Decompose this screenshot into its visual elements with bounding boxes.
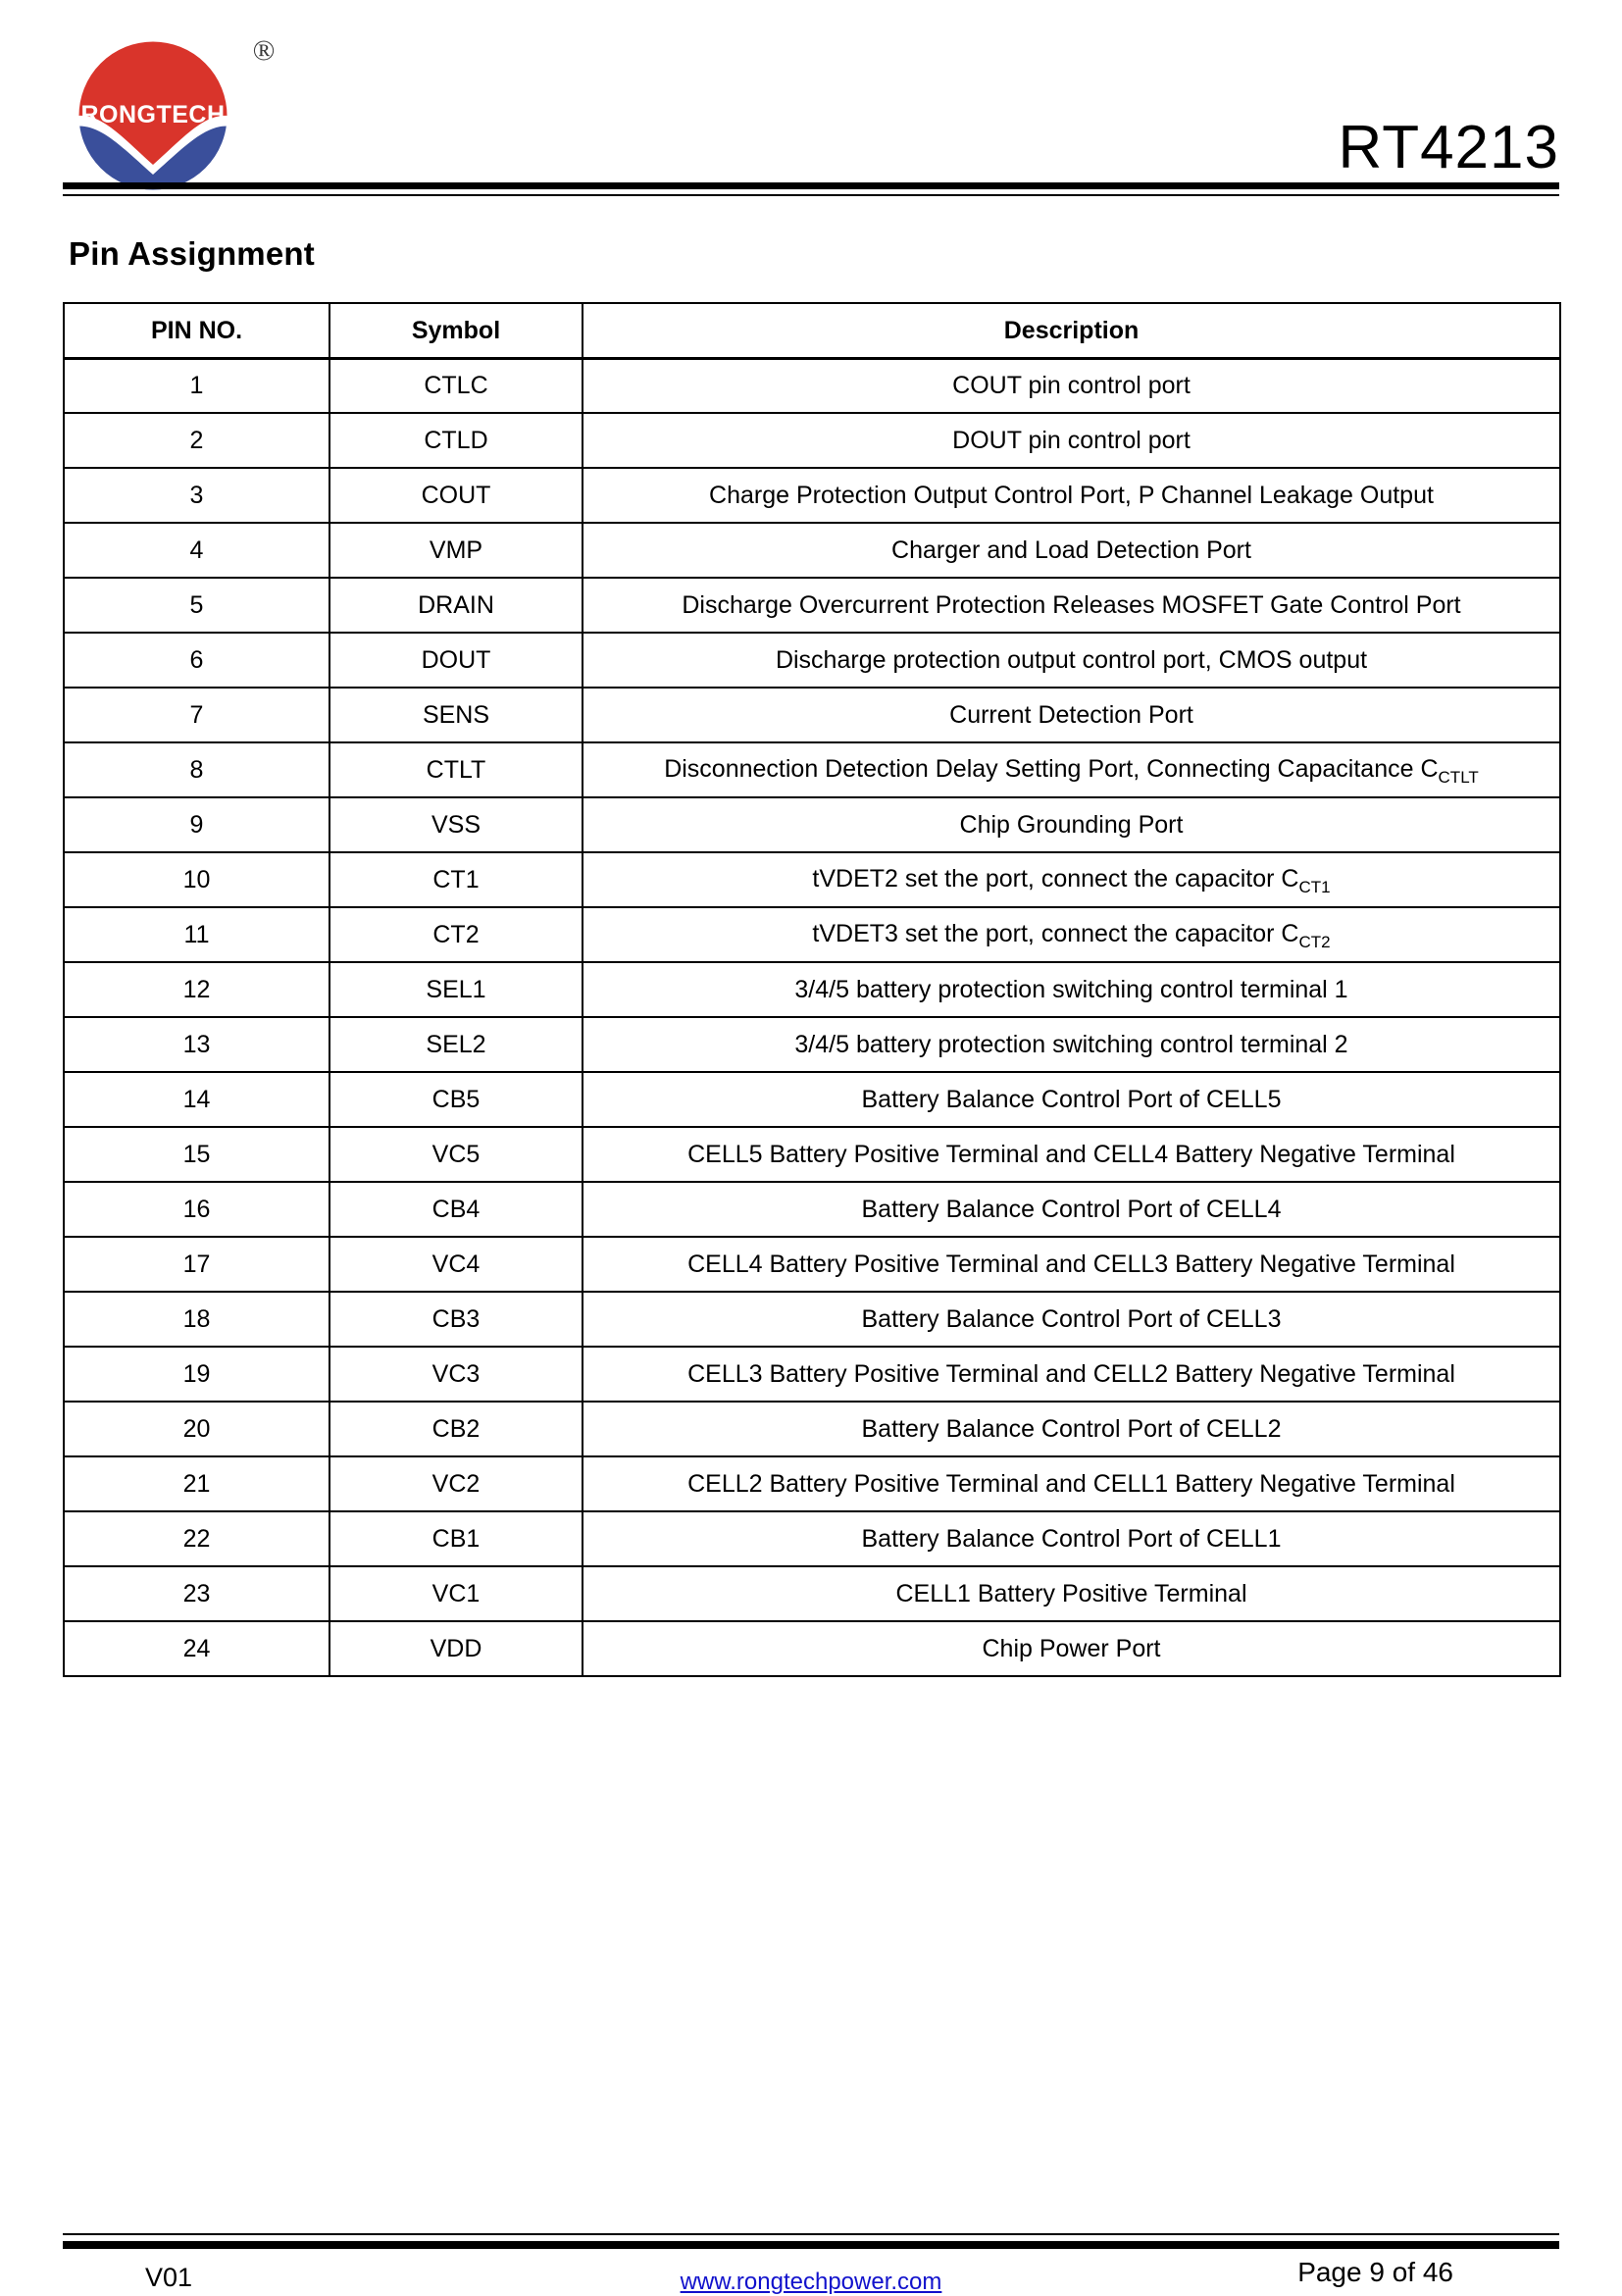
cell-description: Discharge protection output control port, CMOS output (583, 633, 1560, 688)
cell-pin-no: 22 (64, 1511, 329, 1566)
cell-symbol: CT2 (329, 907, 583, 962)
column-header-pin-no: PIN NO. (64, 303, 329, 358)
table-row (64, 1402, 1560, 1456)
cell-description: Charger and Load Detection Port (583, 523, 1560, 578)
table-header (64, 303, 1560, 358)
cell-symbol: CT1 (329, 852, 583, 907)
column-header-description: Description (583, 303, 1560, 358)
cell-description: CELL3 Battery Positive Terminal and CELL2 Battery Negative Terminal (583, 1347, 1560, 1402)
cell-description: CELL5 Battery Positive Terminal and CELL4 Battery Negative Terminal (583, 1127, 1560, 1182)
table-row (64, 633, 1560, 688)
footer-rule-thick (63, 2241, 1559, 2249)
registered-trademark-icon: ® (252, 34, 276, 67)
cell-pin-no: 17 (64, 1237, 329, 1292)
table-row (64, 1127, 1560, 1182)
cell-description: Charge Protection Output Control Port, P Channel Leakage Output (583, 468, 1560, 523)
cell-symbol: VC1 (329, 1566, 583, 1621)
cell-symbol: VC5 (329, 1127, 583, 1182)
cell-symbol: DRAIN (329, 578, 583, 633)
description-text: tVDET3 set the port, connect the capacitor C (812, 919, 1299, 947)
cell-pin-no: 14 (64, 1072, 329, 1127)
cell-symbol: CTLC (329, 358, 583, 413)
cell-pin-no: 9 (64, 797, 329, 852)
document-version: V01 (145, 2263, 193, 2292)
table-row (64, 1621, 1560, 1676)
cell-description: Current Detection Port (583, 688, 1560, 742)
cell-description (583, 907, 1560, 962)
table-row (64, 1237, 1560, 1292)
table-row (64, 358, 1560, 413)
cell-symbol: VC4 (329, 1237, 583, 1292)
cell-description: CELL4 Battery Positive Terminal and CELL3 Battery Negative Terminal (583, 1237, 1560, 1292)
table-row (64, 1347, 1560, 1402)
cell-description: Battery Balance Control Port of CELL4 (583, 1182, 1560, 1237)
cell-pin-no: 23 (64, 1566, 329, 1621)
cell-pin-no: 1 (64, 358, 329, 413)
rongtech-logo-icon (75, 39, 231, 192)
table-row (64, 688, 1560, 742)
part-number-title: RT4213 (1338, 114, 1559, 181)
cell-symbol: VSS (329, 797, 583, 852)
cell-description: Chip Grounding Port (583, 797, 1560, 852)
cell-description: CELL1 Battery Positive Terminal (583, 1566, 1560, 1621)
table-row (64, 962, 1560, 1017)
cell-pin-no: 8 (64, 742, 329, 797)
description-text: tVDET2 set the port, connect the capacitor C (812, 864, 1299, 893)
cell-description (583, 742, 1560, 797)
table-row (64, 523, 1560, 578)
cell-pin-no: 15 (64, 1127, 329, 1182)
cell-pin-no: 10 (64, 852, 329, 907)
cell-description: Battery Balance Control Port of CELL1 (583, 1511, 1560, 1566)
pin-assignment-table (63, 302, 1561, 1677)
table-row (64, 1292, 1560, 1347)
cell-symbol: VDD (329, 1621, 583, 1676)
cell-symbol: SEL1 (329, 962, 583, 1017)
cell-description: Chip Power Port (583, 1621, 1560, 1676)
page-footer (0, 2147, 1622, 2294)
header-rule-thick (63, 182, 1559, 189)
cell-pin-no: 16 (64, 1182, 329, 1237)
cell-pin-no: 2 (64, 413, 329, 468)
cell-description: Battery Balance Control Port of CELL2 (583, 1402, 1560, 1456)
table-row (64, 1182, 1560, 1237)
table-header-row (64, 303, 1560, 358)
page-title: Pin Assignment (69, 235, 315, 272)
footer-rule-thin (63, 2233, 1559, 2235)
description-text: Disconnection Detection Delay Setting Port, Connecting Capacitance C (664, 754, 1439, 783)
cell-pin-no: 12 (64, 962, 329, 1017)
cell-pin-no: 18 (64, 1292, 329, 1347)
table-row (64, 1072, 1560, 1127)
cell-pin-no: 4 (64, 523, 329, 578)
cell-symbol: CB2 (329, 1402, 583, 1456)
cell-pin-no: 13 (64, 1017, 329, 1072)
company-logo (67, 22, 276, 190)
header-rule-thin (63, 194, 1559, 196)
cell-description: Discharge Overcurrent Protection Releases MOSFET Gate Control Port (583, 578, 1560, 633)
cell-symbol: VMP (329, 523, 583, 578)
cell-description (583, 852, 1560, 907)
table-row (64, 1456, 1560, 1511)
cell-symbol: COUT (329, 468, 583, 523)
cell-pin-no: 7 (64, 688, 329, 742)
table-row (64, 852, 1560, 907)
table-row (64, 1511, 1560, 1566)
description-subscript: CT1 (1298, 877, 1331, 896)
table-row (64, 742, 1560, 797)
table-row (64, 1017, 1560, 1072)
cell-symbol: CB1 (329, 1511, 583, 1566)
cell-pin-no: 3 (64, 468, 329, 523)
cell-description: DOUT pin control port (583, 413, 1560, 468)
cell-symbol: CB5 (329, 1072, 583, 1127)
table-row (64, 907, 1560, 962)
description-subscript: CT2 (1298, 932, 1331, 951)
cell-symbol: VC2 (329, 1456, 583, 1511)
cell-symbol: SENS (329, 688, 583, 742)
logo-wordmark: RONGTECH (80, 101, 226, 128)
page-number: Page 9 of 46 (1297, 2257, 1453, 2287)
table-row (64, 1566, 1560, 1621)
cell-symbol: CTLT (329, 742, 583, 797)
cell-pin-no: 20 (64, 1402, 329, 1456)
cell-pin-no: 11 (64, 907, 329, 962)
cell-symbol: CB4 (329, 1182, 583, 1237)
cell-symbol: DOUT (329, 633, 583, 688)
table-body (64, 358, 1560, 1676)
cell-symbol: VC3 (329, 1347, 583, 1402)
cell-pin-no: 5 (64, 578, 329, 633)
table-row (64, 578, 1560, 633)
column-header-symbol: Symbol (329, 303, 583, 358)
cell-description: COUT pin control port (583, 358, 1560, 413)
cell-symbol: CTLD (329, 413, 583, 468)
cell-description: CELL2 Battery Positive Terminal and CELL1 Battery Negative Terminal (583, 1456, 1560, 1511)
cell-description: Battery Balance Control Port of CELL3 (583, 1292, 1560, 1347)
cell-pin-no: 6 (64, 633, 329, 688)
cell-description: 3/4/5 battery protection switching control terminal 1 (583, 962, 1560, 1017)
table-row (64, 468, 1560, 523)
page-header (0, 0, 1622, 211)
cell-description: Battery Balance Control Port of CELL5 (583, 1072, 1560, 1127)
table-row (64, 797, 1560, 852)
cell-description: 3/4/5 battery protection switching control terminal 2 (583, 1017, 1560, 1072)
description-subscript: CTLT (1438, 767, 1479, 787)
cell-symbol: SEL2 (329, 1017, 583, 1072)
cell-symbol: CB3 (329, 1292, 583, 1347)
cell-pin-no: 24 (64, 1621, 329, 1676)
cell-pin-no: 21 (64, 1456, 329, 1511)
company-website-link[interactable]: www.rongtechpower.com (680, 2269, 942, 2295)
table-row (64, 413, 1560, 468)
cell-pin-no: 19 (64, 1347, 329, 1402)
